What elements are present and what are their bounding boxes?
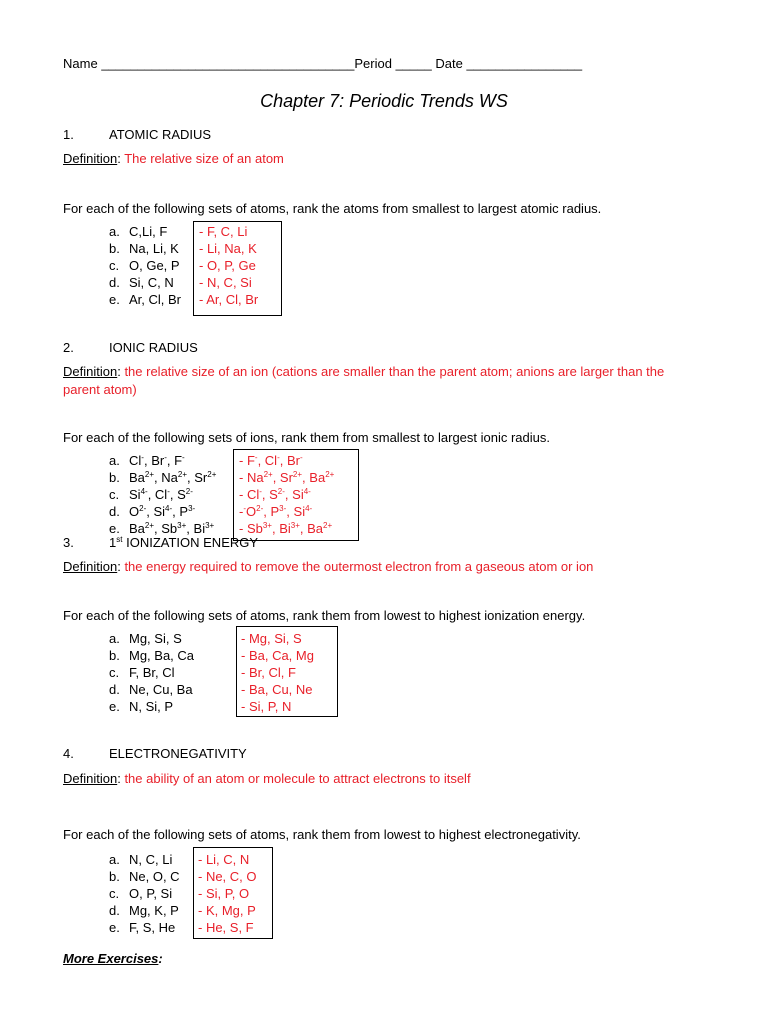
ion-symbol: Ba [129,470,145,485]
item-letter: c. [109,665,120,680]
ion-symbol: Sr [194,470,208,485]
item-letter: b. [109,869,120,884]
list-item [109,631,182,647]
list-item [109,292,181,308]
list-item [109,886,172,902]
item-question: N, Si, P [129,699,174,714]
ion-charge: - [167,487,170,496]
item-question: Si, C, N [129,275,174,290]
section-1-instruction: For each of the following sets of atoms, rank the atoms from smallest to largest atomic radius. [63,201,602,216]
ion-charge: 3+ [290,521,300,530]
ion-charge: - [141,453,144,462]
answer-box-1 [193,221,282,316]
more-exercises-label: More Exercises [63,951,159,966]
ion-symbol: O [246,504,257,519]
list-item [109,648,194,664]
item-letter: e. [109,920,120,935]
ion-symbol: Si [129,487,141,502]
answer-box-2 [233,449,359,541]
item-question: $Ba^{2+}$, $Na^{2+}$, $Sr^{2+}$ [129,470,217,485]
ion-symbol: - Na [239,470,264,485]
list-item [109,241,179,257]
section-number: 1. [63,127,74,142]
item-letter: a. [109,852,120,867]
ion-charge: 2+ [292,470,303,479]
section-number: 3. [63,535,74,550]
list-item [109,682,193,698]
name-blank[interactable]: ___________________________________ [101,56,355,71]
section-1-definition: Definition: The relative size of an atom [63,151,284,166]
list-item [109,504,195,520]
section-title: IONIC RADIUS [109,340,198,355]
ion-charge: 4- [303,487,311,496]
definition-text: the relative size of an ion (cations are smaller than the parent atom; anions are larger than the [124,364,665,379]
ion-charge: 2+ [325,470,335,479]
item-letter: d. [109,275,120,290]
ion-charge: 2+ [263,470,273,479]
ion-charge: 4- [165,504,173,513]
ion-symbol: Cl [154,487,168,502]
ion-charge: 4- [140,487,148,496]
ion-symbol: - F [239,453,255,468]
ion-charge: - [243,504,247,513]
item-answer: - Li, Na, K [199,241,257,256]
ion-symbol: Ba [309,470,326,485]
definition-label: Definition [63,771,118,786]
item-letter: e. [109,292,120,307]
section-2-instruction: For each of the following sets of ions, rank them from smallest to largest ionic radius. [63,430,550,445]
more-exercises-colon: : [158,951,163,966]
period-label: Period [354,56,392,71]
ion-symbol: Br [286,453,300,468]
item-answer: - N, C, Si [199,275,252,290]
ion-charge: 2+ [177,470,188,479]
item-question: Ar, Cl, Br [129,292,182,307]
item-answer: - Ne, C, O [198,869,257,884]
definition-label: Definition [63,559,118,574]
item-question: N, C, Li [129,852,173,867]
item-letter: b. [109,470,120,485]
item-question: Ne, O, C [129,869,180,884]
item-question: O, Ge, P [129,258,180,273]
item-answer: - Si, P, O [198,886,250,901]
ion-symbol: Bi [279,521,291,536]
item-letter: b. [109,648,120,663]
name-label: Name [63,56,98,71]
ion-charge: - [182,453,185,462]
item-answer: - Ba, Ca, Mg [241,648,314,663]
ion-symbol: Bi [193,521,206,536]
item-answer: - Si, P, N [241,699,292,714]
ion-charge: - [164,453,167,462]
definition-text: The relative size of an atom [124,151,284,166]
section-title: ATOMIC RADIUS [109,127,212,142]
item-letter: d. [109,903,120,918]
item-letter: c. [109,487,120,502]
section-1-heading [63,127,211,142]
item-letter: d. [109,682,120,697]
item-letter: a. [109,224,120,239]
definition-text: the energy required to remove the outermost electron from a gaseous atom or ion [124,559,594,574]
item-question: Ne, Cu, Ba [129,682,193,697]
item-answer: $-^-O^{2-}$, $P^{3-}$, $Si^{4-}$ [239,504,313,519]
item-letter: c. [109,258,120,273]
item-answer: - Br, Cl, F [241,665,296,680]
item-question: F, S, He [129,920,176,935]
item-answer: - He, S, F [198,920,254,935]
section-title: IONIZATION ENERGY [126,535,259,550]
item-question: $Si^{4-}$, Cl-, $S^{2-}$ [129,487,193,502]
ion-symbol: Ba [307,521,324,536]
section-4-heading [63,746,247,761]
item-question: Mg, Si, S [129,631,182,646]
section-2-definition: Definition: the relative size of an ion (cations are smaller than the parent atom; anions are larger than the [63,364,665,379]
ion-charge: 4- [305,504,313,513]
more-exercises-heading [63,951,163,966]
section-title: ELECTRONEGATIVITY [109,746,247,761]
item-answer: - O, P, Ge [199,258,256,273]
ion-symbol: Sr [279,470,293,485]
list-item [109,665,175,681]
ion-charge: 3+ [205,521,215,530]
section-title-prefix: 1 [109,535,117,550]
ion-symbol: Na [161,470,178,485]
ion-charge: - [259,487,262,496]
section-3-heading [63,535,258,550]
item-question: Cl-, Br-, F- [129,453,185,468]
section-4-definition: Definition: the ability of an atom or molecule to attract electrons to itself [63,771,471,786]
period-blank[interactable]: _____ [395,56,432,71]
item-letter: c. [109,886,120,901]
item-letter: a. [109,453,120,468]
item-answer: - Mg, Si, S [241,631,302,646]
item-question: Na, Li, K [129,241,179,256]
ion-symbol: P [179,504,189,519]
ion-symbol: Si [293,504,306,519]
item-question: $O^{2-}$, $Si^{4-}$, $P^{3-}$ [129,504,196,519]
list-item [109,903,179,919]
section-title-superscript: st [116,535,123,544]
list-item [109,275,174,291]
ion-symbol: S [269,487,278,502]
definition-label: Definition [63,364,118,379]
ion-symbol: S [177,487,186,502]
ion-symbol: - Sb [239,521,263,536]
ion-symbol: O [129,504,140,519]
item-answer: - Ar, Cl, Br [199,292,259,307]
item-answer: - $Na^{2+}$, $Sr^{2+}$, $Ba^{2+}$ [239,470,335,485]
ion-charge: 3- [279,504,287,513]
ion-symbol: Cl [264,453,278,468]
item-answer: - Ba, Cu, Ne [241,682,313,697]
list-item [109,869,180,885]
item-answer: - Cl-, $S^{2-}$, $Si^{4-}$ [239,487,311,502]
ion-charge: 3+ [177,521,187,530]
item-question: $Ba^{2+}$, $Sb^{3+}$, $Bi^{3+}$ [129,521,215,536]
ion-charge: 2- [256,504,264,513]
item-answer: - Li, C, N [198,852,250,867]
ion-charge: 3- [188,504,196,513]
item-letter: d. [109,504,120,519]
ion-symbol: - Cl [239,487,260,502]
header-line [63,56,582,71]
list-item [109,852,172,868]
list-item [109,470,216,486]
list-item [109,920,175,936]
section-number: 4. [63,746,74,761]
page-title: Chapter 7: Periodic Trends WS [260,91,508,111]
ion-charge: 2- [185,487,193,496]
ion-charge: - [254,453,258,462]
ion-symbol: Cl [129,453,142,468]
item-letter: e. [109,699,120,714]
ion-charge: - [277,453,280,462]
answer-box-3 [236,626,338,717]
ion-charge: - [299,453,303,462]
section-4-instruction: For each of the following sets of atoms, rank them from lowest to highest electronegativity. [63,827,581,842]
ion-symbol: Ba [129,521,145,536]
ion-symbol: Si [153,504,166,519]
section-3-definition: Definition: the energy required to remove the outermost electron from a gaseous atom or ion [63,559,594,574]
list-item [109,258,180,274]
list-item [109,224,167,240]
item-letter: b. [109,241,120,256]
list-item [109,453,185,469]
item-letter: a. [109,631,120,646]
ion-charge: 2- [277,487,285,496]
ion-charge: 2+ [144,470,155,479]
ion-symbol: Sb [161,521,178,536]
date-blank[interactable]: ________________ [466,56,583,71]
ion-symbol: Br [151,453,165,468]
ion-charge: 2+ [207,470,217,479]
ion-symbol: Si [292,487,304,502]
ion-charge: 2+ [323,521,333,530]
section-3-instruction: For each of the following sets of atoms, rank them from lowest to highest ionization energy. [63,608,586,623]
item-question: Mg, K, P [129,903,179,918]
section-2-heading [63,340,198,355]
section-number: 2. [63,340,74,355]
item-answer: - $Sb^{3+}$, $Bi^{3+}$, $Ba^{2+}$ [239,521,333,536]
date-label: Date [435,56,463,71]
item-answer: - F, C, Li [199,224,248,239]
item-question: O, P, Si [129,886,173,901]
item-question: Mg, Ba, Ca [129,648,195,663]
definition-text-continued: parent atom) [63,382,137,397]
ion-charge: 3+ [262,521,272,530]
ion-charge: 2- [139,504,147,513]
item-letter: e. [109,521,120,536]
definition-text: the ability of an atom or molecule to attract electrons to itself [124,771,471,786]
ion-symbol: P [270,504,280,519]
answer-box-4 [193,847,273,939]
ion-symbol: F [174,453,183,468]
item-answer: - K, Mg, P [198,903,256,918]
item-question: C,Li, F [129,224,168,239]
ion-charge: 2+ [144,521,155,530]
list-item [109,487,193,503]
item-question: F, Br, Cl [129,665,175,680]
definition-label: Definition [63,151,118,166]
list-item [109,699,173,715]
ion-symbol: - [239,504,244,519]
item-answer: - F-, Cl-, Br- [239,453,303,468]
